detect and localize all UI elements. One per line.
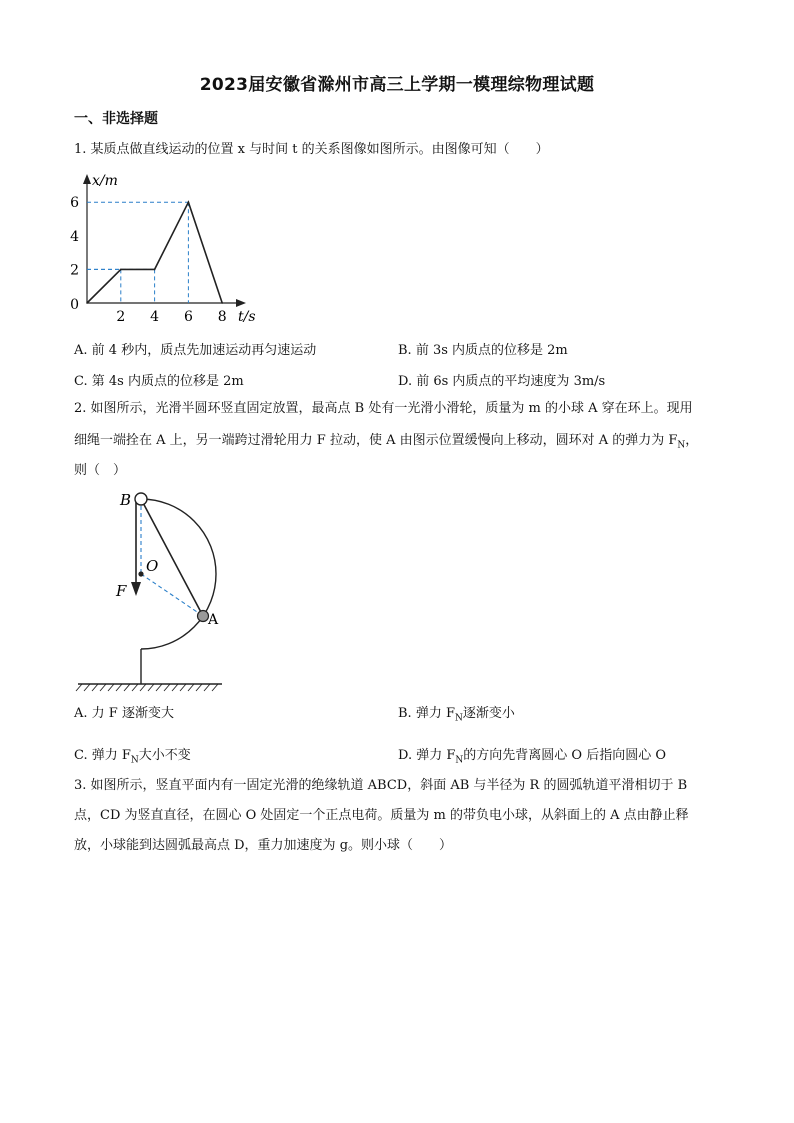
- center-o-dot: [138, 571, 143, 576]
- q2-stem-sub: N: [677, 440, 686, 451]
- data-point: [188, 201, 190, 203]
- dashed-radius-oa: [141, 574, 203, 616]
- x-axis-arrow: [236, 299, 246, 307]
- x-axis-label: t/s: [238, 309, 256, 325]
- data-point: [86, 302, 88, 304]
- origin-label: 0: [70, 297, 79, 313]
- series-line: [87, 202, 222, 303]
- q2-option-a: A. 力 F 逐渐变大: [74, 706, 174, 721]
- q1-option-a: A. 前 4 秒内，质点先加速运动再匀速运动: [74, 343, 317, 358]
- ball-a: [198, 611, 209, 622]
- q2-option-d: [398, 744, 666, 766]
- data-point: [120, 269, 122, 271]
- q2-option-c-pre: C. 弹力 F: [74, 748, 131, 763]
- q2-option-b: [398, 702, 515, 724]
- force-arrowhead: [131, 582, 141, 596]
- q2-option-d-sub: N: [455, 755, 464, 766]
- q1-option-d: D. 前 6s 内质点的平均速度为 3m/s: [398, 374, 606, 389]
- y-tick-label: 2: [70, 262, 79, 279]
- y-tick-label: 6: [70, 195, 79, 212]
- chart-root: [70, 173, 255, 325]
- q2-stem-line2: [74, 428, 726, 459]
- q2-option-c-post: 大小不变: [138, 748, 191, 763]
- section-heading: 一、非选择题: [74, 111, 158, 127]
- q2-option-b-post: 逐渐变小: [462, 706, 515, 721]
- y-axis-arrow: [83, 174, 91, 184]
- x-tick-label: 4: [150, 309, 160, 325]
- q3-line3: 放，小球能到达圆弧最高点 D，重力加速度为 g。则小球（ ）: [74, 838, 453, 853]
- x-tick-label: 2: [116, 309, 126, 325]
- q1-option-c: C. 第 4s 内质点的位移是 2m: [74, 374, 244, 389]
- data-point: [221, 302, 223, 304]
- q2-stem-line2-end: ，: [685, 433, 699, 448]
- q2-option-d-post: 的方向先背离圆心 O 后指向圆心 O: [463, 748, 666, 763]
- label-a: A: [208, 612, 219, 628]
- page-title: 2023届安徽省滁州市高三上学期一模理综物理试题: [199, 75, 595, 95]
- q1-option-b: B. 前 3s 内质点的位移是 2m: [398, 343, 568, 358]
- q1-xt-graph: [68, 170, 268, 330]
- label-f: F: [116, 582, 127, 600]
- y-tick-label: 4: [70, 228, 79, 245]
- pulley-b: [135, 493, 147, 505]
- q2-stem-line3: 则（ ）: [74, 463, 127, 478]
- q3-line1: 3. 如图所示，竖直平面内有一固定光滑的绝缘轨道 ABCD，斜面 AB 与半径为 R 的圆弧轨道平滑相切于 B: [74, 778, 688, 793]
- q2-option-c-sub: N: [130, 755, 139, 766]
- data-point: [154, 269, 156, 271]
- q2-option-d-pre: D. 弹力 F: [398, 748, 456, 763]
- y-axis-label: x/m: [92, 173, 118, 189]
- q2-option-b-sub: N: [454, 713, 463, 724]
- x-tick-label: 8: [217, 309, 227, 325]
- q2-option-b-pre: B. 弹力 F: [398, 706, 455, 721]
- q3-line2: 点，CD 为竖直直径，在圆心 O 处固定一个正点电荷。质量为 m 的带负电小球，从斜面上的 A 点由静止释: [74, 808, 689, 823]
- x-tick-label: 6: [183, 309, 193, 325]
- label-b: B: [120, 491, 132, 509]
- q2-stem-line1: 2. 如图所示，光滑半圆环竖直固定放置，最高点 B 处有一光滑小滑轮，质量为 m 的小球 A 穿在环上。现用: [74, 401, 693, 416]
- q1-stem: 1. 某质点做直线运动的位置 x 与时间 t 的关系图像如图所示。由图像可知（ ）: [74, 142, 549, 157]
- q2-stem-line2-text: 细绳一端拴在 A 上，另一端跨过滑轮用力 F 拉动，使 A 由图示位置缓慢向上移动，圆环对 A 的弹力为 F: [74, 433, 678, 448]
- q2-option-c: [74, 744, 191, 766]
- ground-hatching: [76, 684, 218, 691]
- q2-figure: [70, 486, 240, 696]
- label-o: O: [146, 557, 159, 575]
